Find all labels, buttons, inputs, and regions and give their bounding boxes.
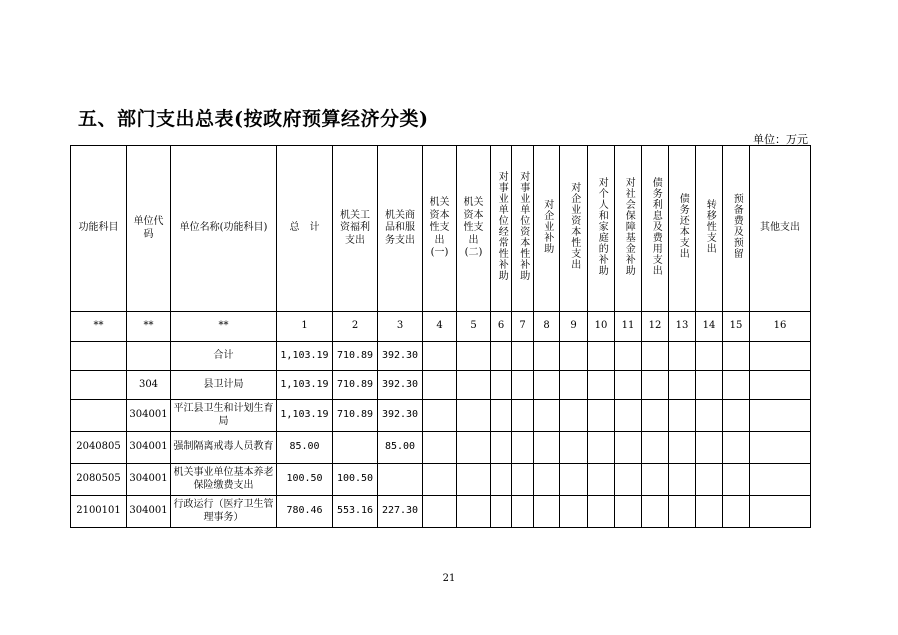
header-row bbox=[71, 146, 811, 312]
col-header-reserve: 预备费及预留 bbox=[723, 146, 750, 312]
col-number: 15 bbox=[723, 312, 750, 342]
wage-cell: 710.89 bbox=[333, 371, 378, 400]
col-header-ent: 对企业补助 bbox=[534, 146, 560, 312]
unit-name-cell: 县卫计局 bbox=[171, 371, 277, 400]
unit-name-cell: 行政运行（医疗卫生管理事务） bbox=[171, 496, 277, 528]
wage-cell: 710.89 bbox=[333, 342, 378, 371]
total-cell: 1,103.19 bbox=[277, 342, 333, 371]
col-header-total: 总 计 bbox=[277, 146, 333, 312]
col-number: 3 bbox=[378, 312, 423, 342]
unit-name-cell: 强制隔离戒毒人员教育 bbox=[171, 432, 277, 464]
col-header-goods: 机关商品和服务支出 bbox=[378, 146, 423, 312]
table-row bbox=[71, 432, 811, 464]
expenditure-table bbox=[70, 145, 811, 528]
col-number: 2 bbox=[333, 312, 378, 342]
table-row bbox=[71, 371, 811, 400]
col-number: 10 bbox=[588, 312, 615, 342]
col-header-debtrep: 债务还本支出 bbox=[669, 146, 696, 312]
unit-code-cell: 304001 bbox=[127, 432, 171, 464]
col-header-entcap: 对企业资本性支出 bbox=[560, 146, 588, 312]
total-cell: 1,103.19 bbox=[277, 371, 333, 400]
unit-code-cell bbox=[127, 342, 171, 371]
col-header-debtint: 债务利息及费用支出 bbox=[642, 146, 669, 312]
col-header-cap2: 机关资本性支出(二) bbox=[457, 146, 491, 312]
col-header-wage: 机关工资福利支出 bbox=[333, 146, 378, 312]
total-cell: 100.50 bbox=[277, 464, 333, 496]
goods-cell: 227.30 bbox=[378, 496, 423, 528]
unit-code-cell: 304001 bbox=[127, 400, 171, 432]
goods-cell bbox=[378, 464, 423, 496]
wage-cell: 100.50 bbox=[333, 464, 378, 496]
col-header-pubop: 对事业单位经常性补助 bbox=[491, 146, 512, 312]
col-number: 13 bbox=[669, 312, 696, 342]
col-number: 4 bbox=[423, 312, 457, 342]
page-title: 五、部门支出总表(按政府预算经济分类) bbox=[78, 108, 429, 130]
col-header-code: 单位代码 bbox=[127, 146, 171, 312]
unit-name-cell: 机关事业单位基本养老保险缴费支出 bbox=[171, 464, 277, 496]
unit-code-cell: 304001 bbox=[127, 464, 171, 496]
col-header-func: 功能科目 bbox=[71, 146, 127, 312]
col-header-pubcap: 对事业单位资本性补助 bbox=[512, 146, 534, 312]
col-number: ** bbox=[127, 312, 171, 342]
wage-cell: 710.89 bbox=[333, 400, 378, 432]
table-row bbox=[71, 342, 811, 371]
func-code-cell: 2040805 bbox=[71, 432, 127, 464]
table-row bbox=[71, 464, 811, 496]
col-number: 5 bbox=[457, 312, 491, 342]
col-header-social: 对社会保障基金补助 bbox=[615, 146, 642, 312]
total-cell: 780.46 bbox=[277, 496, 333, 528]
func-code-cell bbox=[71, 400, 127, 432]
col-header-family: 对个人和家庭的补助 bbox=[588, 146, 615, 312]
unit-name-cell: 平江县卫生和计划生育局 bbox=[171, 400, 277, 432]
table-row bbox=[71, 400, 811, 432]
col-number: ** bbox=[171, 312, 277, 342]
col-number: 9 bbox=[560, 312, 588, 342]
col-number: 1 bbox=[277, 312, 333, 342]
col-number: 6 bbox=[491, 312, 512, 342]
col-header-cap1: 机关资本性支出(一) bbox=[423, 146, 457, 312]
goods-cell: 85.00 bbox=[378, 432, 423, 464]
col-number: 14 bbox=[696, 312, 723, 342]
goods-cell: 392.30 bbox=[378, 342, 423, 371]
unit-label: 单位：万元 bbox=[753, 133, 808, 146]
func-code-cell bbox=[71, 342, 127, 371]
total-cell: 1,103.19 bbox=[277, 400, 333, 432]
func-code-cell bbox=[71, 371, 127, 400]
col-number: 16 bbox=[750, 312, 811, 342]
col-header-name: 单位名称(功能科目) bbox=[171, 146, 277, 312]
wage-cell: 553.16 bbox=[333, 496, 378, 528]
col-number: 7 bbox=[512, 312, 534, 342]
wage-cell bbox=[333, 432, 378, 464]
col-number: 11 bbox=[615, 312, 642, 342]
page-number: 21 bbox=[442, 573, 456, 584]
unit-code-cell: 304 bbox=[127, 371, 171, 400]
col-number: 12 bbox=[642, 312, 669, 342]
table-row bbox=[71, 496, 811, 528]
unit-code-cell: 304001 bbox=[127, 496, 171, 528]
total-cell: 85.00 bbox=[277, 432, 333, 464]
col-header-transfer: 转移性支出 bbox=[696, 146, 723, 312]
col-number: 8 bbox=[534, 312, 560, 342]
col-header-other: 其他支出 bbox=[750, 146, 811, 312]
unit-name-cell: 合计 bbox=[171, 342, 277, 371]
func-code-cell: 2080505 bbox=[71, 464, 127, 496]
column-number-row bbox=[71, 312, 811, 342]
goods-cell: 392.30 bbox=[378, 371, 423, 400]
func-code-cell: 2100101 bbox=[71, 496, 127, 528]
col-number: ** bbox=[71, 312, 127, 342]
goods-cell: 392.30 bbox=[378, 400, 423, 432]
